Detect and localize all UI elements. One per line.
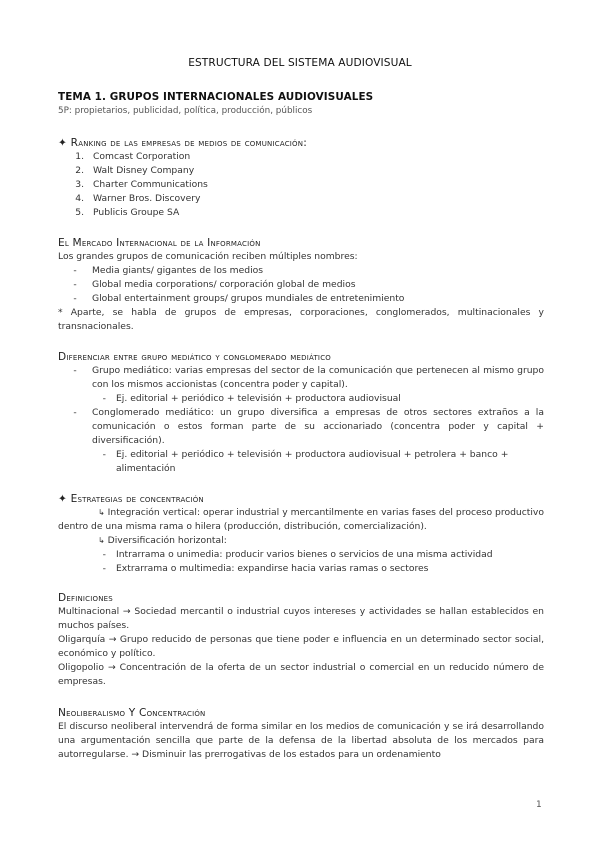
neoliberalismo-heading: Neoliberalismo Y Concentración: [58, 707, 206, 719]
tema-heading: TEMA 1. GRUPOS INTERNACIONALES AUDIOVISUALES: [58, 91, 374, 103]
diversificacion-horizontal: ↳ Diversificación horizontal:: [98, 535, 227, 546]
list-number: 2.: [75, 165, 84, 176]
list-number: 4.: [75, 193, 84, 204]
diferenciar-section: [58, 350, 544, 476]
list-label: Media giants/ gigantes de los medios: [92, 265, 264, 276]
neoliberalismo-text: El discurso neoliberal intervendrá de forma similar en los medios de comunicación y se irá desarrollando una argumentación sencilla que parte de la defensa de la libertad absoluta de los mercados para autorregularse. → Disminuir las prerrogativas de los estados para un ordenamiento: [58, 721, 544, 760]
mercado-heading: El Mercado Internacional de la Información: [58, 237, 261, 249]
list-item: [58, 192, 544, 206]
list-item: - Ej. editorial + periódico + televisión + productora audiovisual + petrolera + banco + alimentación: [58, 448, 544, 476]
tema-subtitle: 5P: propietarios, publicidad, política, producción, públicos: [58, 106, 313, 116]
list-item: - Global media corporations/ corporación global de medios: [73, 279, 356, 290]
list-item: - Ej. editorial + periódico + televisión + productora audiovisual: [102, 393, 401, 404]
list-label: Warner Bros. Discovery: [93, 193, 201, 204]
list-label: Global entertainment groups/ grupos mundiales de entretenimiento: [92, 293, 405, 304]
list-item: [58, 206, 544, 220]
list-label: Charter Communications: [93, 179, 208, 190]
list-item: [58, 178, 544, 192]
definition-item: Multinacional → Sociedad mercantil o industrial cuyos intereses y actividades se hallan establecidos en muchos países.: [58, 606, 544, 631]
list-item: - Global entertainment groups/ grupos mundiales de entretenimiento: [73, 293, 405, 304]
ranking-heading: ✦ Ranking de las empresas de medios de comunicación:: [58, 137, 307, 149]
list-item: - Intrarrama o unimedia: producir varios bienes o servicios de una misma actividad: [102, 549, 493, 560]
list-label: Global media corporations/ corporación global de medios: [92, 279, 356, 290]
list-item: - Grupo mediático: varias empresas del sector de la comunicación que pertenecen al mismo grupo con los mismos accionistas (concentra poder y capital).: [73, 365, 544, 390]
list-number: 5.: [75, 207, 84, 218]
definiciones-section: [58, 591, 544, 689]
tema-section: [58, 90, 544, 118]
list-label: Publicis Groupe SA: [93, 207, 180, 218]
document-title: ESTRUCTURA DEL SISTEMA AUDIOVISUAL: [188, 57, 412, 69]
estrategias-heading: ✦ Estrategias de concentración: [58, 493, 204, 505]
list-label: Extrarrama o multimedia: expandirse hacia varias ramas o sectores: [116, 563, 429, 574]
list-number: 1.: [75, 151, 84, 162]
list-label: Comcast Corporation: [93, 151, 191, 162]
ranking-list: [58, 150, 544, 220]
grupo-example: Ej. editorial + periódico + televisión + productora audiovisual: [116, 393, 401, 404]
estrategias-section: [58, 492, 544, 576]
mercado-intro: Los grandes grupos de comunicación reciben múltiples nombres:: [58, 251, 358, 262]
arrow-icon: ↳: [98, 508, 105, 517]
page-number: 1: [536, 800, 542, 810]
conglomerado-example: Ej. editorial + periódico + televisión + productora audiovisual + petrolera + banco + alimentación: [116, 449, 509, 474]
conglomerado-definition: Conglomerado mediático: un grupo diversifica a empresas de otros sectores extraños a la comunicación o estos forman parte de su accionariado (concentra poder y capital + diversificación).: [92, 407, 544, 446]
ranking-section: [58, 136, 544, 220]
definition-item: Oligarquía → Grupo reducido de personas que tiene poder e influencia en un determinado sector social, económico y político.: [58, 634, 544, 659]
arrow-icon: ↳: [98, 536, 105, 545]
mercado-section: [58, 236, 544, 334]
grupo-definition: Grupo mediático: varias empresas del sector de la comunicación que pertenecen al mismo grupo con los mismos accionistas (concentra poder y capital).: [92, 365, 544, 390]
list-label: Intrarrama o unimedia: producir varios bienes o servicios de una misma actividad: [116, 549, 493, 560]
list-item: - Extrarrama o multimedia: expandirse hacia varias ramas o sectores: [102, 563, 429, 574]
diferenciar-heading: Diferenciar entre grupo mediático y conglomerado mediático: [58, 351, 331, 363]
definiciones-heading: Definiciones: [58, 592, 113, 604]
list-item: - Conglomerado mediático: un grupo diversifica a empresas de otros sectores extraños a la comunicación o estos forman parte de su accionariado (concentra poder y capital + diversificación).: [73, 407, 544, 446]
list-label: Walt Disney Company: [93, 165, 195, 176]
definition-item: Oligopolio → Concentración de la oferta de un sector industrial o comercial en un reducido número de empresas.: [58, 662, 544, 687]
mercado-note: * Aparte, se habla de grupos de empresas, corporaciones, conglomerados, multinacionales y transnacionales.: [58, 307, 544, 332]
integracion-vertical: ↳ Integración vertical: operar industrial y mercantilmente en varias fases del proceso productivo dentro de una misma rama o hilera (producción, distribución, comercialización).: [58, 507, 544, 532]
list-item: [58, 164, 544, 178]
neoliberalismo-section: [58, 706, 544, 762]
list-number: 3.: [75, 179, 84, 190]
list-item: - Media giants/ gigantes de los medios: [73, 265, 264, 276]
list-item: [58, 150, 544, 164]
